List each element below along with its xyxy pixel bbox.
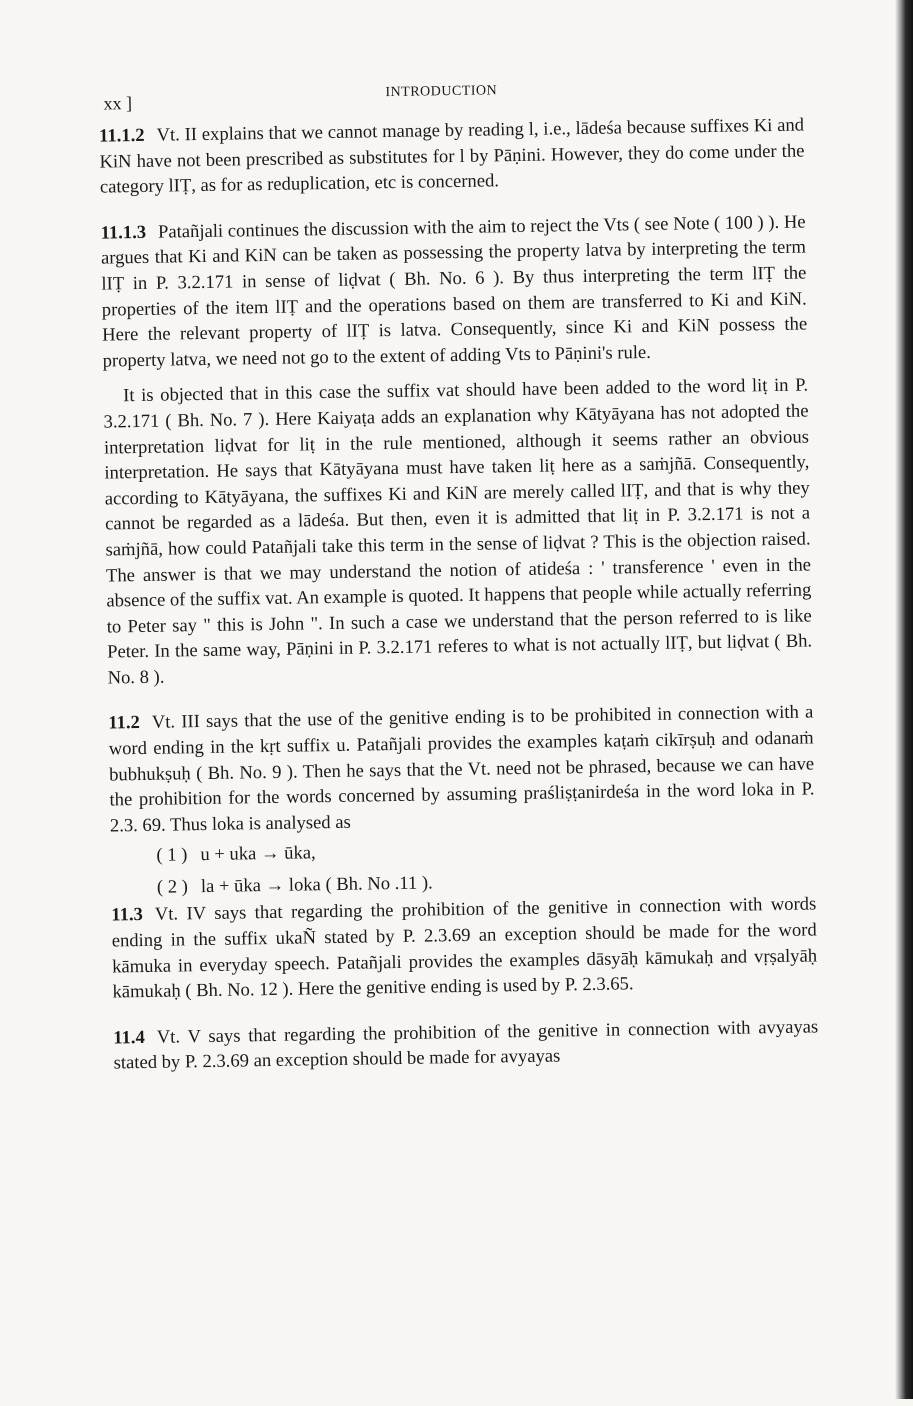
section-11-1-2 bbox=[99, 113, 805, 201]
section-number: 11.1.3 bbox=[100, 221, 147, 244]
page-body bbox=[99, 113, 819, 1077]
section-text: Vt. III says that the use of the genitive ending is to be prohibited in connection with a word ending in the kṛt suffix u. Patañjali provides the examples kaṭaṁ cikīrṣuḥ and odanaṁ bubhukṣuḥ ( Bh. No. 9 ). Then he says that the Vt. need not be phrased, because we can have the prohibition for the words concerned by assuming praśliṣṭanirdeśa in the word loka in P. 2.3. 69. Thus loka is analysed as bbox=[108, 701, 815, 837]
section-number: 11.1.2 bbox=[98, 124, 145, 147]
equation-formula: la + ūka → loka ( Bh. No .11 ). bbox=[200, 872, 433, 898]
section-11-3 bbox=[111, 892, 818, 1005]
equation-formula: u + uka → ūka, bbox=[200, 842, 316, 866]
section-11-1-3 bbox=[100, 209, 807, 374]
page-header bbox=[103, 77, 803, 118]
section-text: Vt. II explains that we cannot manage by reading l, i.e., lādeśa because suffixes Ki and KiN have not been prescribed as substitutes for l by Pāṇini. However, they do come under the category lIṬ, as for as reduplication, etc is concerned. bbox=[99, 114, 805, 198]
section-text: Vt. V says that regarding the prohibition of the genitive in connection with avyayas stated by P. 2.3.69 an exception should be made for avyayas bbox=[113, 1016, 819, 1074]
paragraph-objection bbox=[103, 373, 813, 691]
equation-label: ( 1 ) bbox=[156, 844, 188, 867]
section-11-2 bbox=[108, 700, 815, 839]
running-title: INTRODUCTION bbox=[385, 83, 498, 101]
section-text: Patañjali continues the discussion with the aim to reject the Vts ( see Note ( 100 ) ). He argues that Ki and KiN can be taken as possessing the property latva by interpreting the term lIṬ in P. 3.2.171 in sense of liḍvat ( Bh. No. 6 ). By thus interpreting the term lIṬ the properties of the item lIṬ and the operations based on them are transferred to Ki and KiN. Here the relevant property of lIṬ is latva. Consequently, since Ki and KiN possess the property latva, we need not go to the extent of adding Vts to Pāṇini's rule. bbox=[100, 211, 808, 372]
section-text: It is objected that in this case the suffix vat should have been added to the word liṭ in P. 3.2.171 ( Bh. No. 7 ). Here Kaiyaṭa adds an explanation why Kātyāyana has not adopted the interpretation liḍvat for liṭ in the rule mentioned, although it seems rather an obvious interpretation. He says that Kātyāyana must have taken liṭ here as a saṁjñā. Consequently, according to Kātyāyana, the suffixes Ki and KiN are merely called lIṬ, and that is why they cannot be regarded as a lādeśa. But then, even it is admitted that liṭ in P. 3.2.171 is not a saṁjñā, how could Patañjali take this term in the sense of liḍvat ? This is the objection raised. The answer is that we may understand the notion of atideśa : ' transference ' even in the absence of the suffix vat. An example is quoted. It happens that people while actually referring to Peter say " this is John ". In such a case we understand that the person referred to is like Peter. In the same way, Pāṇini in P. 3.2.171 referes to what is not actually lIṬ, but liḍvat ( Bh. No. 8 ). bbox=[103, 374, 813, 689]
equation-label: ( 2 ) bbox=[156, 876, 189, 899]
page-number: xx ] bbox=[103, 93, 133, 114]
section-text: Vt. IV says that regarding the prohibition of the genitive in connection with words ending in the suffix ukaÑ stated by P. 2.3.69 an exception should be made for the word kāmuka in everyday speech. Patañjali provides the examples dāsyāḥ kāmukaḥ and vṛṣalyāḥ kāmukaḥ ( Bh. No. 12 ). Here the genitive ending is used by P. 2.3.65. bbox=[111, 893, 818, 1003]
section-11-4 bbox=[113, 1014, 819, 1076]
section-number: 11.3 bbox=[111, 904, 144, 926]
section-number: 11.4 bbox=[113, 1026, 145, 1049]
book-binding-edge bbox=[895, 0, 913, 1399]
section-number: 11.2 bbox=[108, 712, 141, 734]
